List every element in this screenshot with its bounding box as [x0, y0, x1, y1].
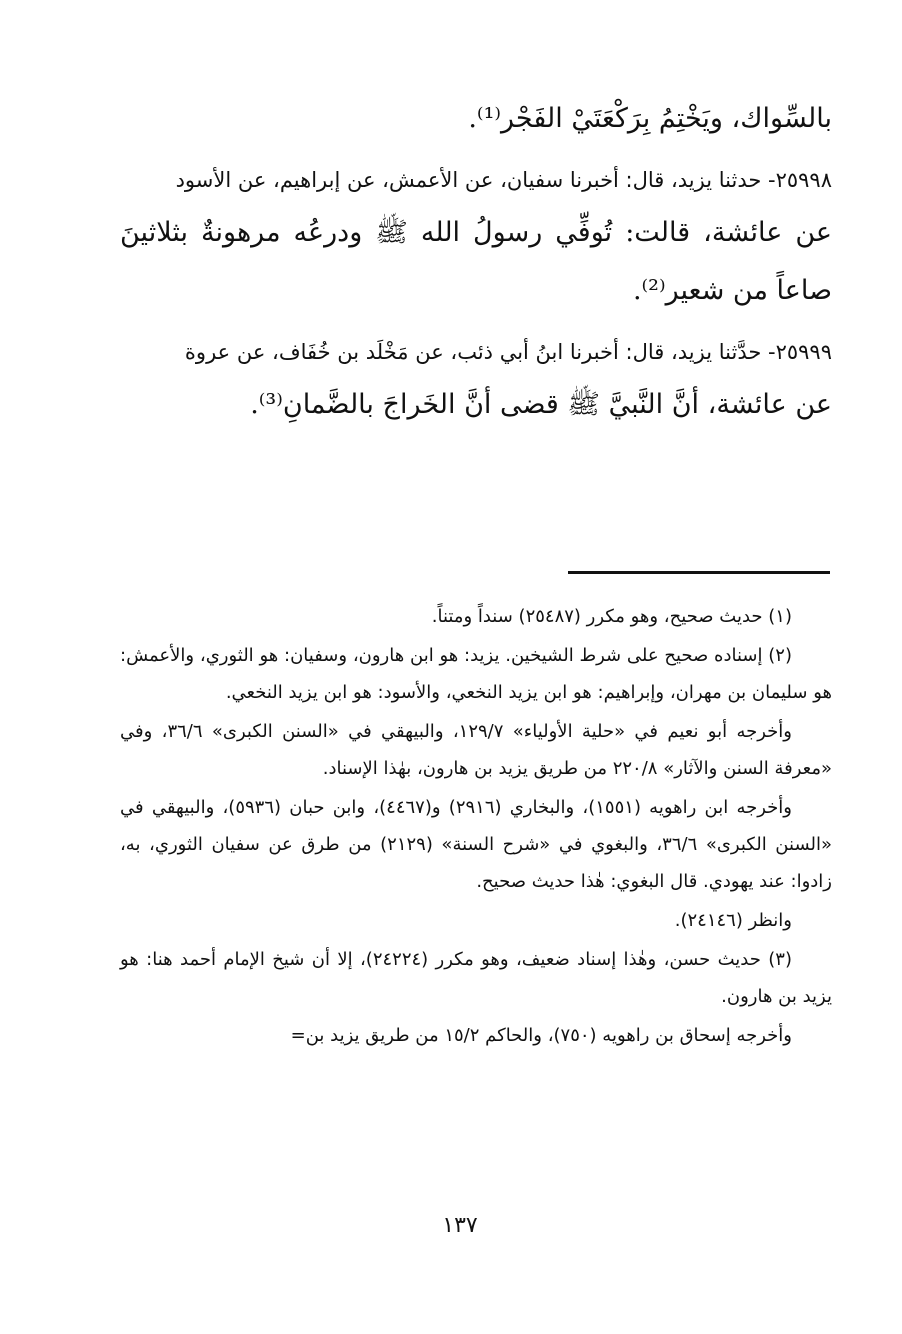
footnotes-block: [120, 598, 832, 1056]
footnote-2-paragraph-4: وانظر (٢٤١٤٦).: [674, 910, 792, 931]
page-number: ١٣٧: [442, 1213, 478, 1238]
hadith-25999-text: عن عائشة، أنَّ النَّبيَّ ﷺ قضى أنَّ الخَراجَ بالضَّمانِ⁽³⁾.: [250, 389, 832, 420]
hadith-25998-chain: ٢٥٩٩٨- حدثنا يزيد، قال: أخبرنا سفيان، عن الأعمش، عن إبراهيم، عن الأسود: [175, 168, 832, 192]
footnote-1: (١) حديث صحيح، وهو مكرر (٢٥٤٨٧) سنداً ومتناً.: [431, 606, 792, 627]
footnote-3-paragraph-2: وأخرجه إسحاق بن راهويه (٧٥٠)، والحاكم ١٥/٢ من طريق يزيد بن=: [290, 1025, 792, 1046]
footnote-3-paragraph-1: (٣) حديث حسن، وهٰذا إسناد ضعيف، وهو مكرر (٢٤٢٢٤)، إلا أن شيخ الإمام أحمد هنا: هو يزيد بن هارون.: [120, 949, 832, 1007]
main-text-block: [120, 90, 832, 434]
hadith-continuation: بالسِّواك، ويَخْتِمُ بِرَكْعَتَيْ الفَجْر⁽¹⁾.: [468, 103, 832, 134]
footnote-2-paragraph-2: وأخرجه أبو نعيم في «حلية الأولياء» ١٢٩/٧، والبيهقي في «السنن الكبرى» ٣٦/٦، وفي «معرفة السنن والآثار» ٢٢٠/٨ من طريق يزيد بن هارون، بهٰذا الإسناد.: [120, 721, 832, 779]
hadith-25998-text: عن عائشة، قالت: تُوفِّي رسولُ الله ﷺ ودرعُه مرهونةٌ بثلاثينَ صاعاً من شعير⁽²⁾.: [120, 217, 832, 306]
footnote-2-paragraph-1: (٢) إسناده صحيح على شرط الشيخين. يزيد: هو ابن هارون، وسفيان: هو الثوري، والأعمش: هو سليمان بن مهران، وإبراهيم: هو ابن يزيد النخعي، والأسود: هو ابن يزيد النخعي.: [120, 645, 832, 703]
footnote-2-paragraph-3: وأخرجه ابن راهويه (١٥٥١)، والبخاري (٢٩١٦) و(٤٤٦٧)، وابن حبان (٥٩٣٦)، والبيهقي في «السنن الكبرى» ٣٦/٦، والبغوي في «شرح السنة» (٢١٢٩) من طرق عن سفيان الثوري، به، زادوا: عند يهودي. قال البغوي: هٰذا حديث صحيح.: [120, 797, 833, 892]
hadith-25999-chain: ٢٥٩٩٩- حدَّثنا يزيد، قال: أخبرنا ابنُ أبي ذئب، عن مَخْلَد بن خُفَاف، عن عروة: [184, 340, 832, 364]
footnote-separator-rule: [568, 571, 830, 574]
